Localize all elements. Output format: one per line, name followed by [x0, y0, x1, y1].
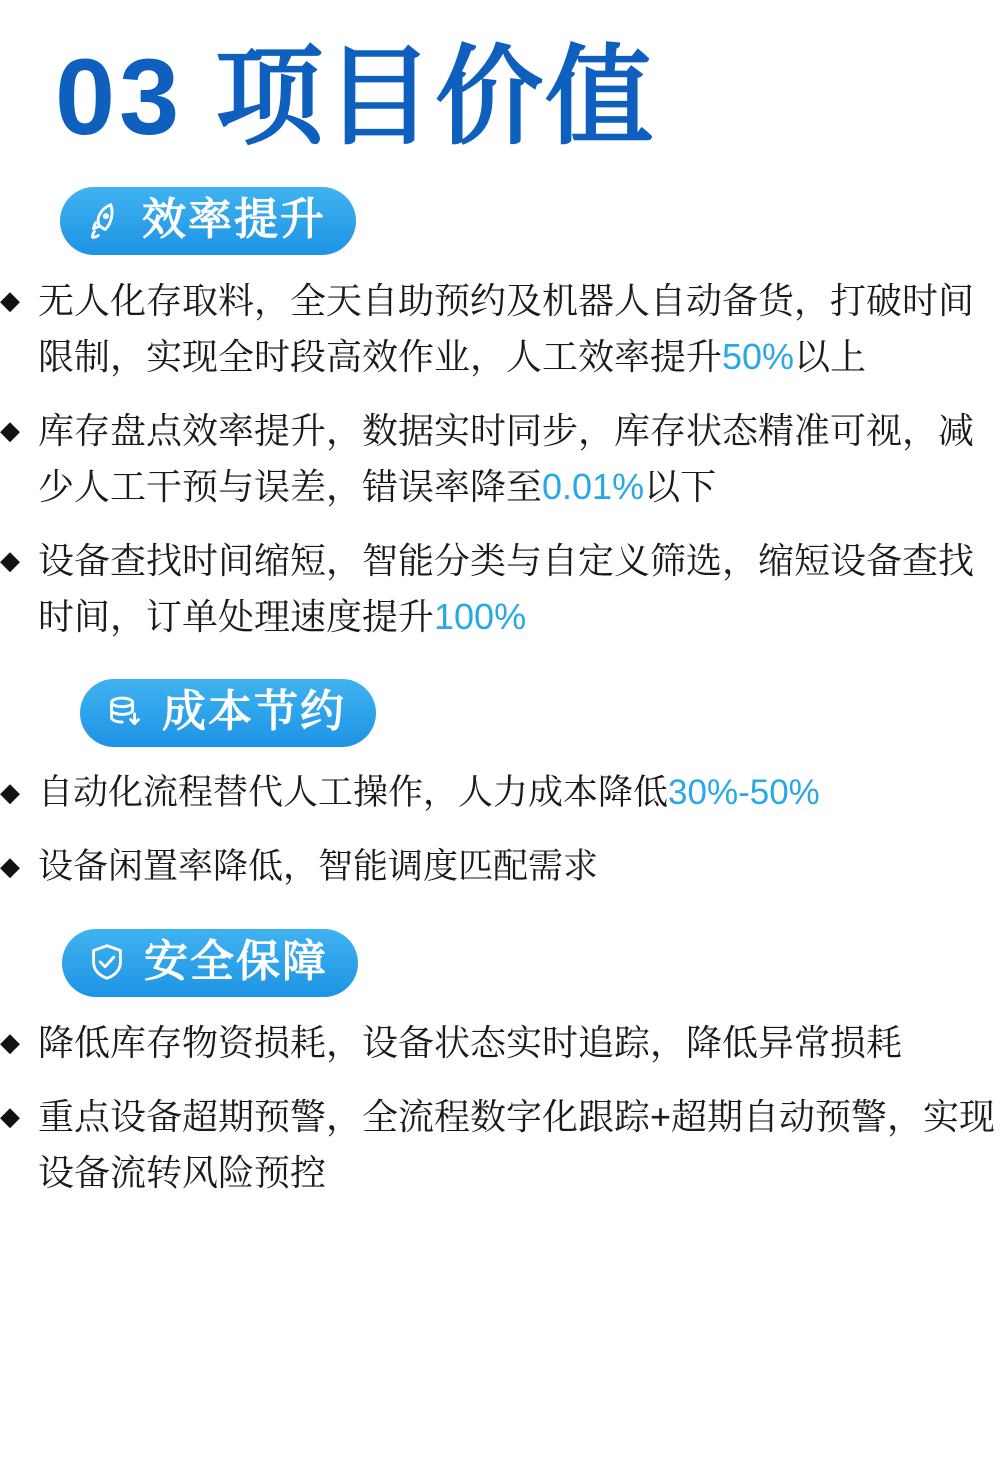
list-item: [0, 533, 1000, 645]
bullet-text: 自动化流程替代人工操作，人力成本降低30%-50%: [38, 773, 820, 813]
rocket-icon: [82, 197, 128, 243]
list-item: [0, 1089, 1000, 1201]
bullet-text: 设备查找时间缩短，智能分类与自定义筛选，缩短设备查找时间，订单处理速度提升100%: [38, 540, 975, 638]
page-title: [0, 0, 1000, 157]
page-title-text: 项目价值: [215, 36, 656, 157]
bullet-text: 库存盘点效率提升，数据实时同步，库存状态精准可视，减少人工干预与误差，错误率降至0.01%以下: [38, 410, 975, 508]
bullet-list-cost: [0, 765, 1000, 895]
bullet-diamond-icon: ◆: [0, 1101, 20, 1132]
bullet-text: 无人化存取料，全天自助预约及机器人自动备货，打破时间限制，实现全时段高效作业，人工效率提升50%以上: [38, 280, 975, 378]
bullet-text: 重点设备超期预警，全流程数字化跟踪+超期自动预警，实现设备流转风险预控: [38, 1096, 996, 1194]
section-header-efficiency: [60, 187, 356, 255]
section-header-efficiency-row: [0, 187, 1000, 255]
section-header-cost-row: [0, 679, 1000, 747]
page-title-number: 03: [55, 36, 184, 157]
bullet-list-security: [0, 1015, 1000, 1201]
bullet-text: 降低库存物资损耗，设备状态实时追踪，降低异常损耗: [38, 1022, 903, 1064]
section-label-efficiency: 效率提升: [142, 195, 326, 245]
section-header-security: [62, 929, 358, 997]
list-item: [0, 273, 1000, 385]
section-label-cost: 成本节约: [162, 687, 346, 737]
list-item: [0, 1015, 1000, 1071]
bullet-diamond-icon: ◆: [0, 851, 20, 882]
bullet-diamond-icon: ◆: [0, 1027, 20, 1058]
list-item: [0, 839, 1000, 895]
bullet-diamond-icon: ◆: [0, 777, 20, 808]
shield-check-icon: [84, 939, 130, 985]
list-item: [0, 403, 1000, 515]
section-header-cost: [80, 679, 376, 747]
bullet-diamond-icon: ◆: [0, 545, 20, 576]
section-header-security-row: [0, 929, 1000, 997]
coins-down-icon: [102, 689, 148, 735]
bullet-list-efficiency: [0, 273, 1000, 645]
section-label-security: 安全保障: [144, 937, 328, 987]
bullet-diamond-icon: ◆: [0, 285, 20, 316]
list-item: [0, 765, 1000, 821]
bullet-text: 设备闲置率降低，智能调度匹配需求: [38, 847, 599, 887]
bullet-diamond-icon: ◆: [0, 415, 20, 446]
